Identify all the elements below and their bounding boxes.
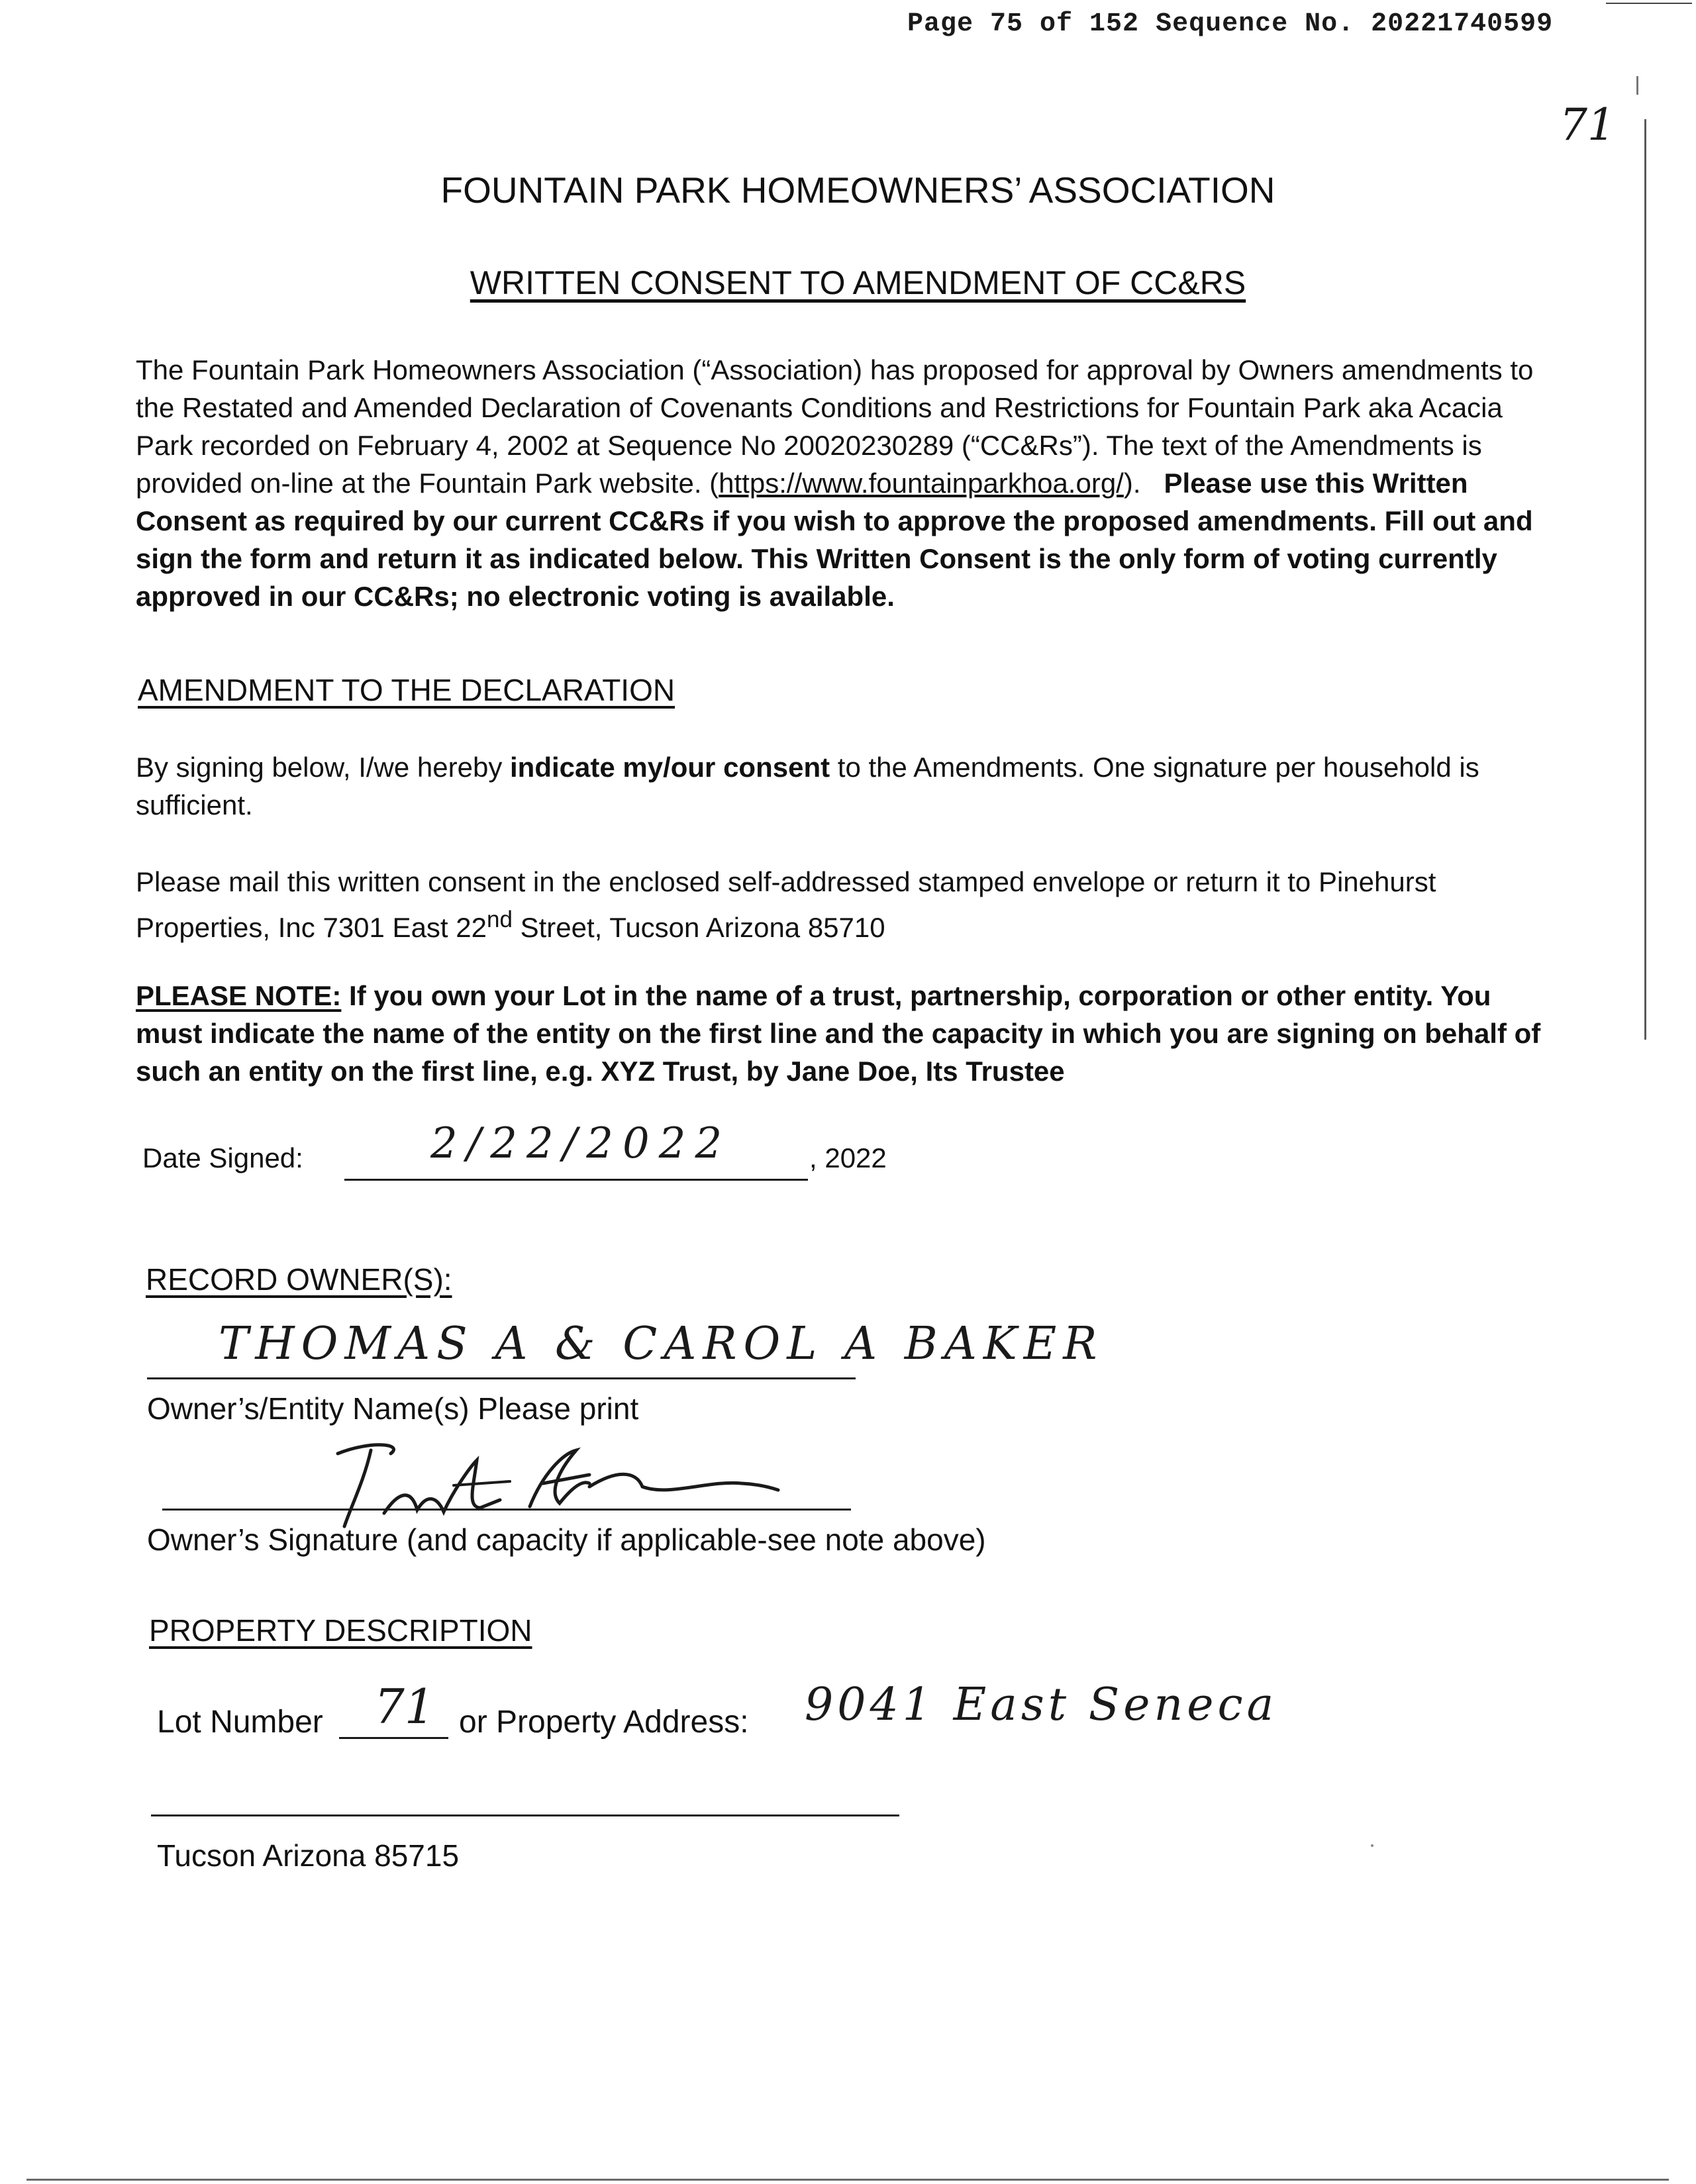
- date-signed-value[interactable]: 2/22/2022: [430, 1119, 732, 1168]
- consent-text-post: to the Amendments. One signature per household is sufficient.: [136, 752, 1479, 820]
- signature-line: [162, 1509, 851, 1511]
- note-label: PLEASE NOTE:: [136, 980, 342, 1011]
- handwritten-page-mark: 71: [1560, 99, 1615, 150]
- mail-text-pre: Please mail this written consent in the enclosed self-addressed stamped envelope or return it to Pinehurst Properties, Inc 7301 East 22: [136, 866, 1436, 943]
- record-owner-heading: RECORD OWNER(S):: [146, 1262, 452, 1297]
- scan-speck: [1371, 1844, 1373, 1847]
- intro-instructions: Please use this Written Consent as required by our current CC&Rs if you wish to approve the proposed amendments. Fill out and sign the form and return it as indicated below. This Written Consent is the only form of voting currently approved in our CC&Rs; no electronic voting is available.: [136, 468, 1533, 612]
- property-address-value[interactable]: 9041 East Seneca: [805, 1679, 1278, 1731]
- scan-edge-line: [1644, 119, 1646, 1040]
- website-link[interactable]: https://www.fountainparkhoa.org/: [719, 468, 1124, 499]
- consent-text-pre: By signing below, I/we hereby: [136, 752, 510, 783]
- date-signed-label: Date Signed:: [142, 1142, 303, 1173]
- mail-text-post: Street, Tucson Arizona 85710: [512, 912, 885, 943]
- lot-number-label: Lot Number: [157, 1705, 323, 1740]
- bottom-edge-rule: [26, 2179, 1669, 2181]
- address-line: [151, 1814, 899, 1816]
- please-note-paragraph: [136, 977, 1560, 1090]
- property-description-heading: PROPERTY DESCRIPTION: [149, 1613, 532, 1648]
- recording-header: [907, 9, 1553, 39]
- intro-paragraph: [136, 351, 1560, 615]
- top-edge-rule: [1606, 3, 1692, 4]
- consent-paragraph: [136, 748, 1560, 824]
- amendment-heading: AMENDMENT TO THE DECLARATION: [138, 673, 675, 707]
- page-count: Page 75 of 152: [907, 9, 1140, 39]
- lot-number-value[interactable]: 71: [374, 1679, 435, 1734]
- owner-name-label: Owner’s/Entity Name(s) Please print: [147, 1391, 639, 1426]
- sequence-number: Sequence No. 20221740599: [1156, 9, 1554, 39]
- city-state-zip: Tucson Arizona 85715: [157, 1838, 460, 1873]
- owner-name-value[interactable]: THOMAS A & CAROL A BAKER: [219, 1318, 1104, 1370]
- mail-instructions: [136, 863, 1560, 946]
- consent-text-bold: indicate my/our consent: [510, 752, 830, 783]
- signature-label: Owner’s Signature (and capacity if applicable-see note above): [147, 1522, 986, 1557]
- ordinal-suffix: nd: [486, 907, 513, 932]
- date-year-suffix: , 2022: [809, 1142, 887, 1173]
- intro-text-close: ).: [1123, 468, 1141, 499]
- margin-tick: [1636, 76, 1638, 95]
- intro-text: The Fountain Park Homeowners Association (“Association) has proposed for approval by Owners amendments to the Restated and Amended Declaration of Covenants Conditions and Restrictions for Fountain Park aka Acacia Park recorded on February 4, 2002 at Sequence No 20020230289 (“CC&Rs”). The text of the Amendments is provided on-line at the Fountain Park website. (: [136, 354, 1534, 499]
- property-address-label: or Property Address:: [459, 1705, 749, 1740]
- owner-name-line: [147, 1377, 856, 1379]
- lot-number-line: [339, 1737, 448, 1739]
- owner-signature[interactable]: [311, 1434, 788, 1533]
- note-text: If you own your Lot in the name of a trust, partnership, corporation or other entity. You must indicate the name of the entity on the first line and the capacity in which you are signing on behalf of such an entity on the first line, e.g. XYZ Trust, by Jane Doe, Its Trustee: [136, 980, 1541, 1087]
- document-subtitle: WRITTEN CONSENT TO AMENDMENT OF CC&RS: [470, 264, 1246, 301]
- document-title: FOUNTAIN PARK HOMEOWNERS’ ASSOCIATION: [440, 170, 1275, 211]
- date-signed-line: [344, 1179, 808, 1181]
